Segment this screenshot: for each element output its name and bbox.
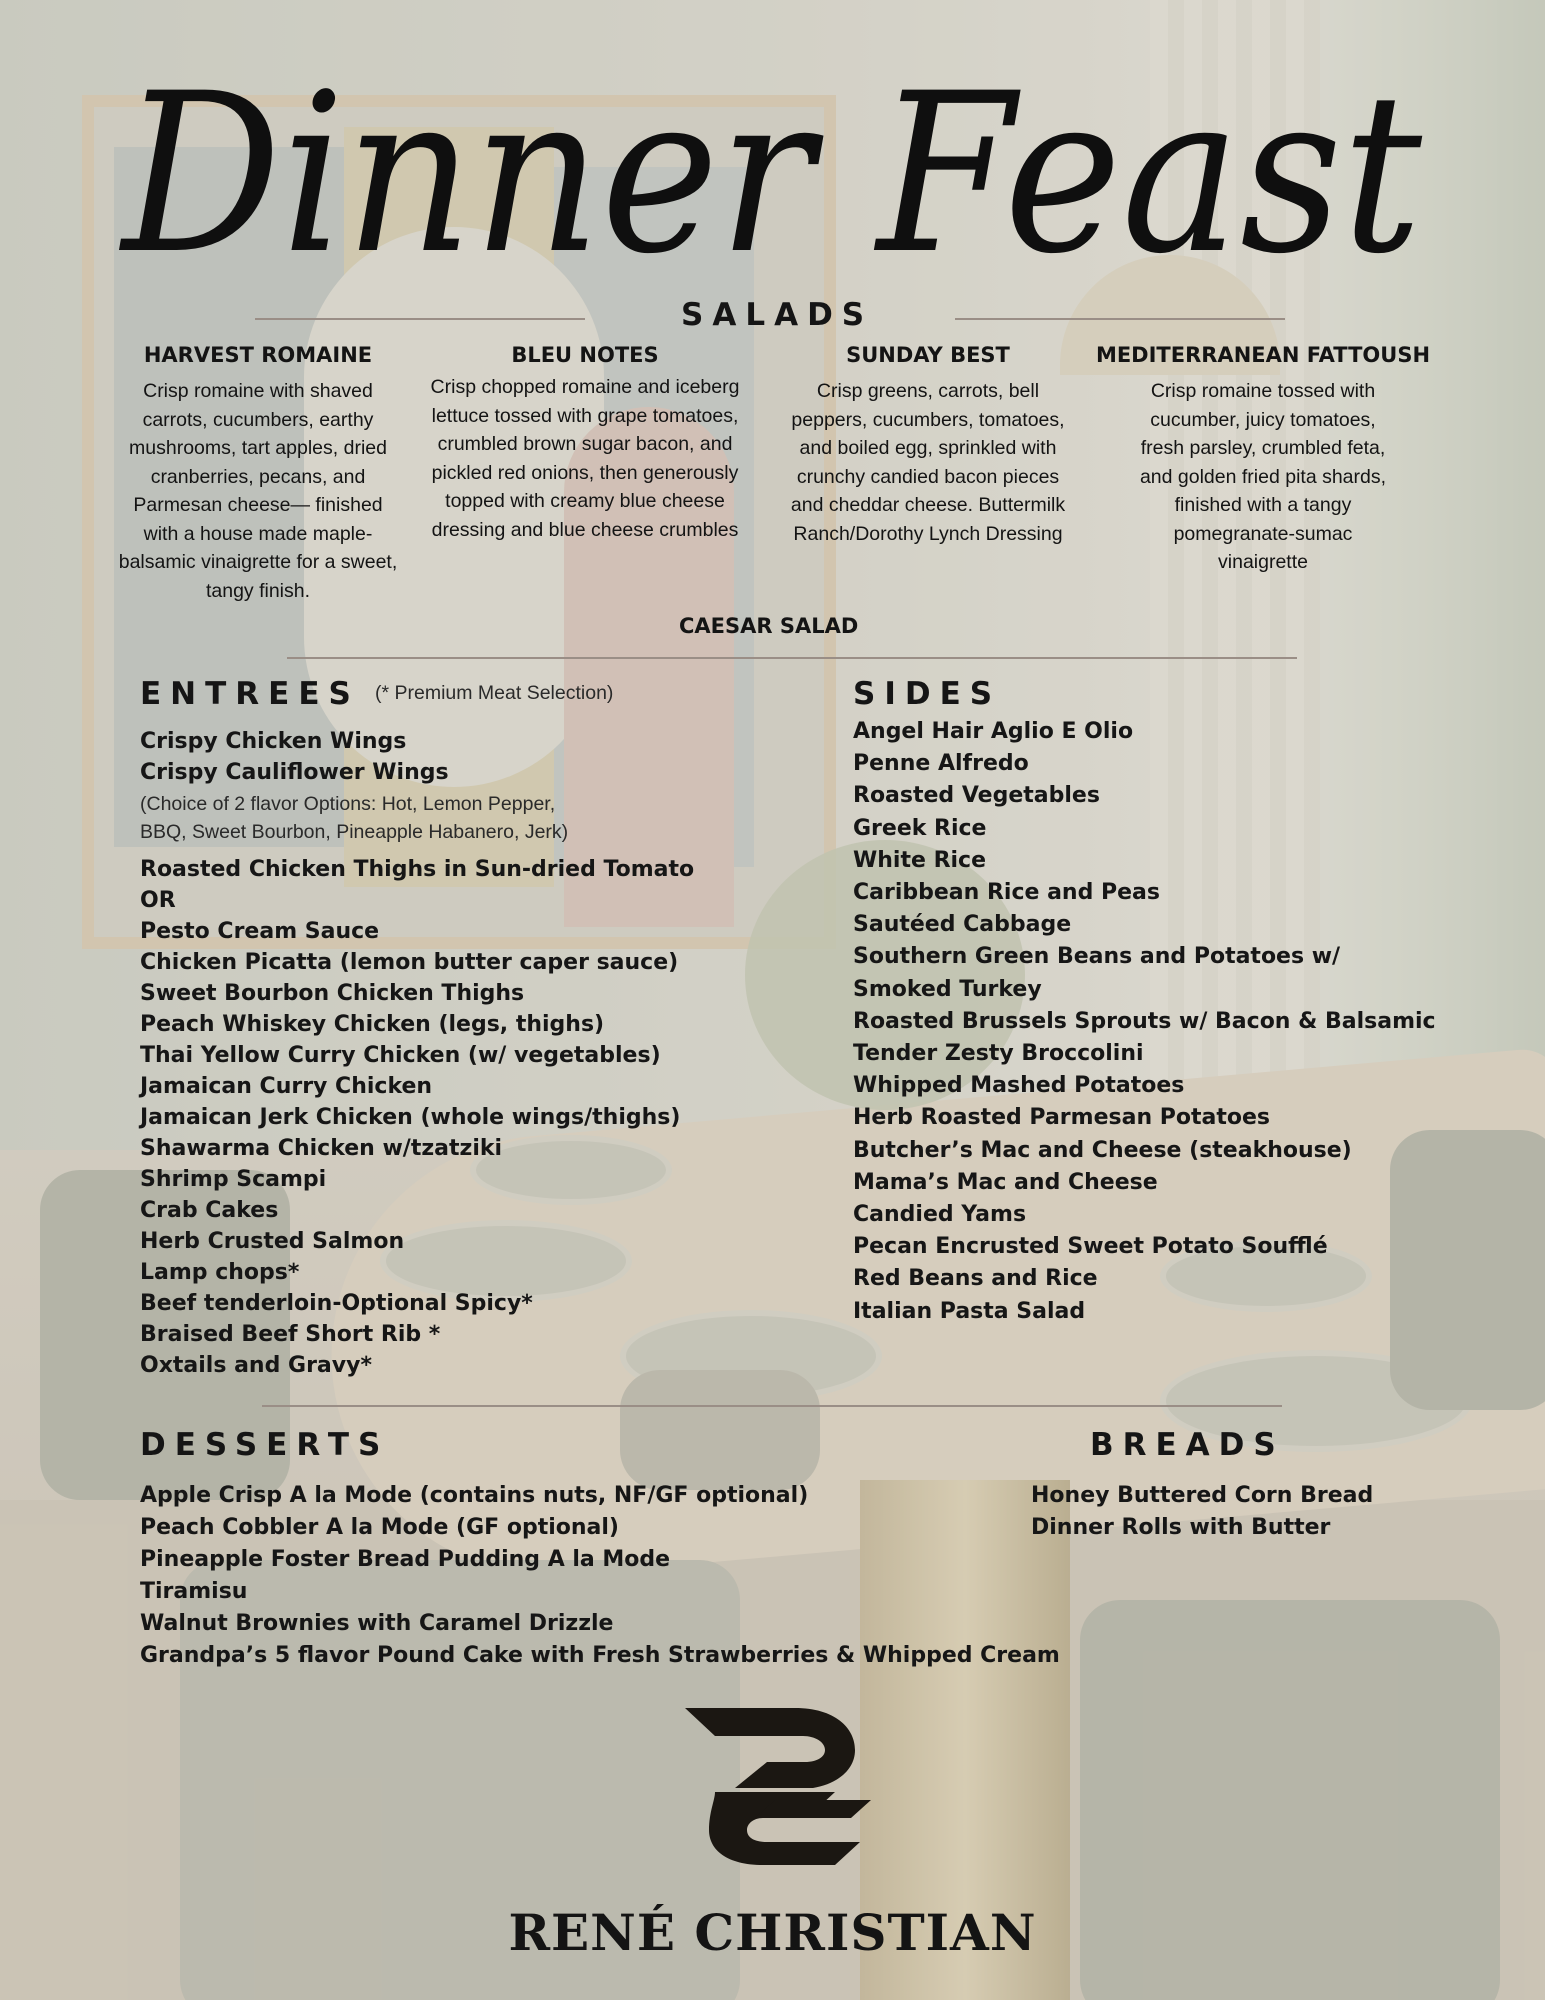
salad-name: SUNDAY BEST xyxy=(846,343,1010,367)
entree-item: Crab Cakes xyxy=(140,1198,279,1223)
salad-name: HARVEST ROMAINE xyxy=(143,343,373,367)
entree-item: Sweet Bourbon Chicken Thighs xyxy=(140,981,525,1006)
entree-item: Beef tenderloin-Optional Spicy* xyxy=(140,1291,533,1316)
salads-bottom-rule xyxy=(287,657,1297,659)
entree-item: Oxtails and Gravy* xyxy=(140,1353,372,1378)
menu-title-text: Dinner Feast xyxy=(118,46,1423,302)
breads-heading: BREADS xyxy=(1090,1427,1285,1463)
bread-item: Dinner Rolls with Butter xyxy=(1031,1515,1331,1540)
salad-description: Crisp greens, carrots, bell peppers, cucumbers, tomatoes, and boiled egg, sprinkled with crunchy candied bacon pieces and cheddar cheese. Buttermilk Ranch/Dorothy Lynch Dressing xyxy=(790,380,1066,545)
side-item: Pecan Encrusted Sweet Potato Soufflé xyxy=(853,1234,1328,1260)
dessert-item: Apple Crisp A la Mode (contains nuts, NF/GF optional) xyxy=(140,1483,809,1508)
side-item: Sautéed Cabbage xyxy=(853,912,1072,938)
salad-harvest-romaine xyxy=(108,343,408,605)
sides-heading: SIDES xyxy=(853,676,1002,712)
salads-heading: SALADS xyxy=(681,297,874,333)
side-item: Angel Hair Aglio E Olio xyxy=(853,719,1134,744)
side-item: White Rice xyxy=(853,847,987,873)
entree-item: Thai Yellow Curry Chicken (w/ vegetables) xyxy=(140,1043,661,1068)
side-item: Greek Rice xyxy=(853,815,987,841)
breads-list xyxy=(1031,1480,1373,1544)
side-item: Butcher’s Mac and Cheese (steakhouse) xyxy=(853,1137,1352,1163)
sides-list xyxy=(853,716,1436,1328)
salads-rule-right xyxy=(955,318,1285,320)
dessert-item: Grandpa’s 5 flavor Pound Cake with Fresh Strawberries & Whipped Cream xyxy=(140,1643,1060,1668)
salad-caesar: CAESAR SALAD xyxy=(679,614,859,638)
side-item: Red Beans and Rice xyxy=(853,1266,1098,1292)
side-item: Candied Yams xyxy=(853,1202,1027,1228)
salad-bleu-notes xyxy=(430,343,740,544)
side-item: Whipped Mashed Potatoes xyxy=(853,1073,1185,1099)
side-item: Caribbean Rice and Peas xyxy=(853,880,1160,906)
side-item: Italian Pasta Salad xyxy=(853,1298,1086,1324)
salad-name: MEDITERRANEAN FATTOUSH xyxy=(1095,343,1431,367)
dessert-item: Tiramisu xyxy=(140,1579,248,1604)
entree-item: Jamaican Curry Chicken xyxy=(140,1074,433,1099)
salad-description: Crisp chopped romaine and iceberg lettuce tossed with grape tomatoes, crumbled brown sugar bacon, and pickled red onions, then generously topped with creamy blue cheese dressing and blue cheese crumbles xyxy=(430,376,740,541)
side-item: Roasted Brussels Sprouts w/ Bacon & Balsamic xyxy=(853,1008,1436,1034)
entree-item: Crispy Cauliflower Wings xyxy=(140,760,449,785)
entree-item: Roasted Chicken Thighs in Sun-dried Tomato xyxy=(140,857,695,882)
salad-description: Crisp romaine tossed with cucumber, juicy tomatoes, fresh parsley, crumbled feta, and golden fried pita shards, finished with a tangy pomegranate-sumac vinaigrette xyxy=(1139,380,1387,573)
entree-item: Braised Beef Short Rib * xyxy=(140,1322,441,1347)
desserts-list xyxy=(140,1480,1060,1672)
entree-item: OR xyxy=(140,888,176,913)
entree-item: Shawarma Chicken w/tzatziki xyxy=(140,1136,503,1161)
entree-item: Lamp chops* xyxy=(140,1260,300,1285)
entree-flavor-note: (Choice of 2 flavor Options: Hot, Lemon Pepper, xyxy=(140,793,556,815)
side-item: Mama’s Mac and Cheese xyxy=(853,1169,1158,1195)
dessert-item: Pineapple Foster Bread Pudding A la Mode xyxy=(140,1547,671,1572)
entrees-list xyxy=(140,726,694,1381)
entree-item: Chicken Picatta (lemon butter caper sauce) xyxy=(140,950,679,975)
side-item: Smoked Turkey xyxy=(853,976,1042,1002)
entree-item: Shrimp Scampi xyxy=(140,1167,327,1192)
side-item: Tender Zesty Broccolini xyxy=(853,1041,1144,1067)
entree-item: Pesto Cream Sauce xyxy=(140,919,380,944)
salad-mediterranean-fattoush xyxy=(1083,343,1443,577)
bread-item: Honey Buttered Corn Bread xyxy=(1031,1483,1374,1508)
desserts-heading: DESSERTS xyxy=(140,1427,390,1463)
rc-monogram-icon xyxy=(675,1700,875,1870)
salad-sunday-best xyxy=(783,343,1073,548)
entree-item: Jamaican Jerk Chicken (whole wings/thighs) xyxy=(140,1105,681,1130)
side-item: Herb Roasted Parmesan Potatoes xyxy=(853,1105,1271,1131)
menu-title xyxy=(0,10,1545,315)
brand-name: RENÉ CHRISTIAN xyxy=(508,1903,1037,1962)
salad-description: Crisp romaine with shaved carrots, cucumbers, earthy mushrooms, tart apples, dried cranberries, pecans, and Parmesan cheese— finished with a house made maple-balsamic vinaigrette for a sweet, tangy finish. xyxy=(118,380,398,602)
salad-name: BLEU NOTES xyxy=(511,343,659,367)
entrees-heading: ENTREES xyxy=(140,676,360,712)
side-item: Penne Alfredo xyxy=(853,751,1029,777)
salads-rule-left xyxy=(255,318,585,320)
side-item: Southern Green Beans and Potatoes w/ xyxy=(853,944,1341,970)
entree-item: Crispy Chicken Wings xyxy=(140,729,407,754)
entree-flavor-note: BBQ, Sweet Bourbon, Pineapple Habanero, Jerk) xyxy=(140,821,569,843)
dessert-item: Peach Cobbler A la Mode (GF optional) xyxy=(140,1515,619,1540)
side-item: Roasted Vegetables xyxy=(853,783,1100,809)
desserts-top-rule xyxy=(262,1405,1282,1407)
dessert-item: Walnut Brownies with Caramel Drizzle xyxy=(140,1611,614,1636)
entree-item: Herb Crusted Salmon xyxy=(140,1229,405,1254)
premium-meat-note: (* Premium Meat Selection) xyxy=(375,682,614,704)
entree-item: Peach Whiskey Chicken (legs, thighs) xyxy=(140,1012,605,1037)
